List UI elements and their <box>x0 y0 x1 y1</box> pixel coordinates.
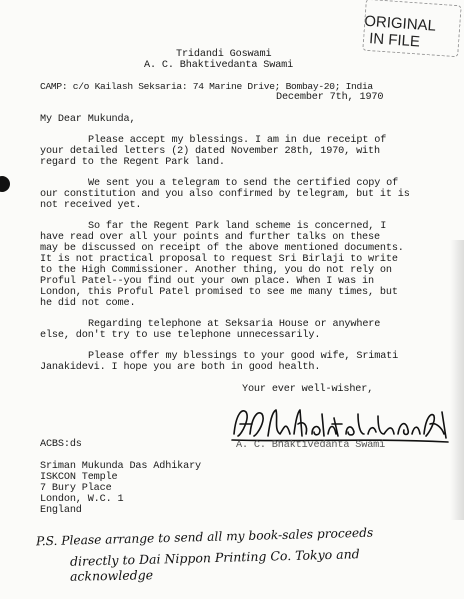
salutation: My Dear Mukunda, <box>40 114 136 125</box>
postscript-line: acknowledge <box>69 567 154 584</box>
punch-hole <box>0 176 10 192</box>
initials: ACBS:ds <box>40 439 82 450</box>
para3-line: So far the Regent Park land scheme is concerned, I <box>88 221 387 232</box>
para3-line: It is not practical proposal to request Sri Birlaji to write <box>40 254 398 265</box>
para4-line: Regarding telephone at Seksaria House or anywhere <box>88 319 381 330</box>
address-line: 7 Bury Place <box>40 483 112 494</box>
para5-line: Janakidevi. I hope you are both in good health. <box>40 362 321 373</box>
letter-date: December 7th, 1970 <box>276 92 384 103</box>
para1-line: regard to the Regent Park land. <box>40 157 225 168</box>
address-line: England <box>40 505 82 516</box>
para3-line: have read over all your points and further talks on these <box>40 232 380 243</box>
para4-line: else, don't try to use telephone unnecessarily. <box>40 330 321 341</box>
para1-line: Please accept my blessings. I am in due receipt of <box>88 135 387 146</box>
para1-line: your detailed letters (2) dated November 28th, 1970, with <box>40 146 380 157</box>
stamp-line-1: ORIGINAL <box>363 12 437 35</box>
signature-typed: A. C. Bhaktivedanta Swami <box>236 440 386 451</box>
postscript-line: directly to Dai Nippon Printing Co. Tokyo and <box>69 546 360 569</box>
scan-shadow <box>450 240 464 520</box>
para3-line: may be discussed on receipt of the above mentioned documents. <box>40 243 404 254</box>
para3-line: he did not come. <box>40 298 136 309</box>
original-in-file-stamp <box>362 0 461 57</box>
address-line: ISKCON Temple <box>40 472 118 483</box>
closing: Your ever well-wisher, <box>242 384 374 395</box>
para3-line: London, this Proful Patel promised to see me many times, but <box>40 287 398 298</box>
para2-line: We sent you a telegram to send the certified copy of <box>88 178 399 189</box>
para2-line: not received yet. <box>40 200 142 211</box>
para3-line: Proful Patel--you find out your own place. When I was in <box>40 276 374 287</box>
address-line: Sriman Mukunda Das Adhikary <box>40 461 202 472</box>
stamp-line-2: IN FILE <box>368 30 421 51</box>
address-line: London, W.C. 1 <box>40 494 124 505</box>
camp-address: CAMP: c/o Kailash Seksaria: 74 Marine Drive; Bombay-20; India <box>40 81 373 92</box>
letterhead-title: Tridandi Goswami <box>176 49 272 60</box>
stamp-border <box>362 0 461 57</box>
para2-line: our constitution and you also confirmed by telegram, but it is <box>40 189 410 200</box>
para5-line: Please offer my blessings to your good wife, Srimati <box>88 351 399 362</box>
letterhead-name: A. C. Bhaktivedanta Swami <box>144 60 294 71</box>
postscript-line: P.S. Please arrange to send all my book-sales proceeds <box>35 525 374 549</box>
para3-line: to the High Commissioner. Another thing, you do not rely on <box>40 265 392 276</box>
